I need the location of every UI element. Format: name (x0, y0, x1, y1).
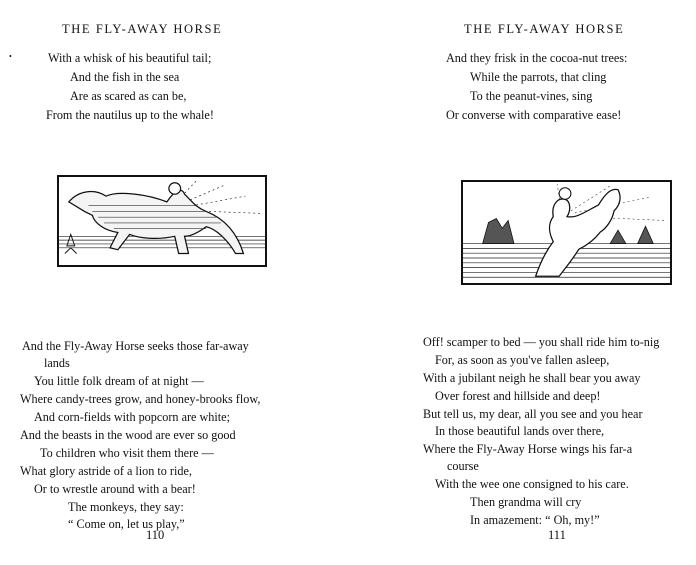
verse-line: Are as scared as can be, (70, 89, 187, 103)
verse-line: Over forest and hillside and deep! (435, 389, 601, 403)
verse-line: For, as soon as you've fallen asleep, (435, 353, 610, 367)
verse-line: Or converse with comparative ease! (446, 108, 622, 122)
verse-line: Where the Fly-Away Horse wings his far-a (423, 442, 633, 456)
running-header: THE FLY-AWAY HORSE (62, 22, 223, 36)
margin-speck: • (9, 52, 12, 61)
verse-line: In those beautiful lands over there, (435, 424, 605, 438)
verse-line: To children who visit them there — (40, 446, 214, 460)
right-page (348, 0, 696, 565)
verse-line: But tell us, my dear, all you see and you hear (423, 407, 643, 421)
verse-line: “ Come on, let us play,” (68, 517, 185, 531)
verse-line: lands (44, 356, 70, 370)
verse-line: From the nautilus up to the whale! (46, 108, 214, 122)
verse-line: While the parrots, that cling (470, 70, 607, 84)
illustration-flying-horse (57, 175, 267, 267)
verse-line: What glory astride of a lion to ride, (20, 464, 192, 478)
verse-line: With the wee one consigned to his care. (435, 477, 629, 491)
verse-line: And the beasts in the wood are ever so good (20, 428, 236, 442)
illustration-horse-over-forest (461, 180, 672, 285)
verse-line: And the Fly-Away Horse seeks those far-away (22, 339, 249, 353)
verse-line: With a jubilant neigh he shall bear you away (423, 371, 641, 385)
page-number: 110 (146, 528, 165, 542)
verse-line: In amazement: “ Oh, my!” (470, 513, 600, 527)
verse-line: To the peanut-vines, sing (470, 89, 593, 103)
verse-line: And corn-fields with popcorn are white; (34, 410, 230, 424)
running-header: THE FLY-AWAY HORSE (464, 22, 625, 36)
verse-line: You little folk dream of at night — (34, 374, 204, 388)
verse-line: And the fish in the sea (70, 70, 180, 84)
verse-line: The monkeys, they say: (68, 500, 184, 514)
verse-line: Off! scamper to bed — you shall ride him to-nig (423, 335, 660, 349)
verse-line: course (447, 459, 479, 473)
page-number: 111 (548, 528, 566, 542)
verse-line: Then grandma will cry (470, 495, 582, 509)
verse-line: With a whisk of his beautiful tail; (48, 51, 212, 65)
verse-line: Or to wrestle around with a bear! (34, 482, 196, 496)
verse-line: Where candy-trees grow, and honey-brooks flow, (20, 392, 261, 406)
verse-line: And they frisk in the cocoa-nut trees: (446, 51, 628, 65)
